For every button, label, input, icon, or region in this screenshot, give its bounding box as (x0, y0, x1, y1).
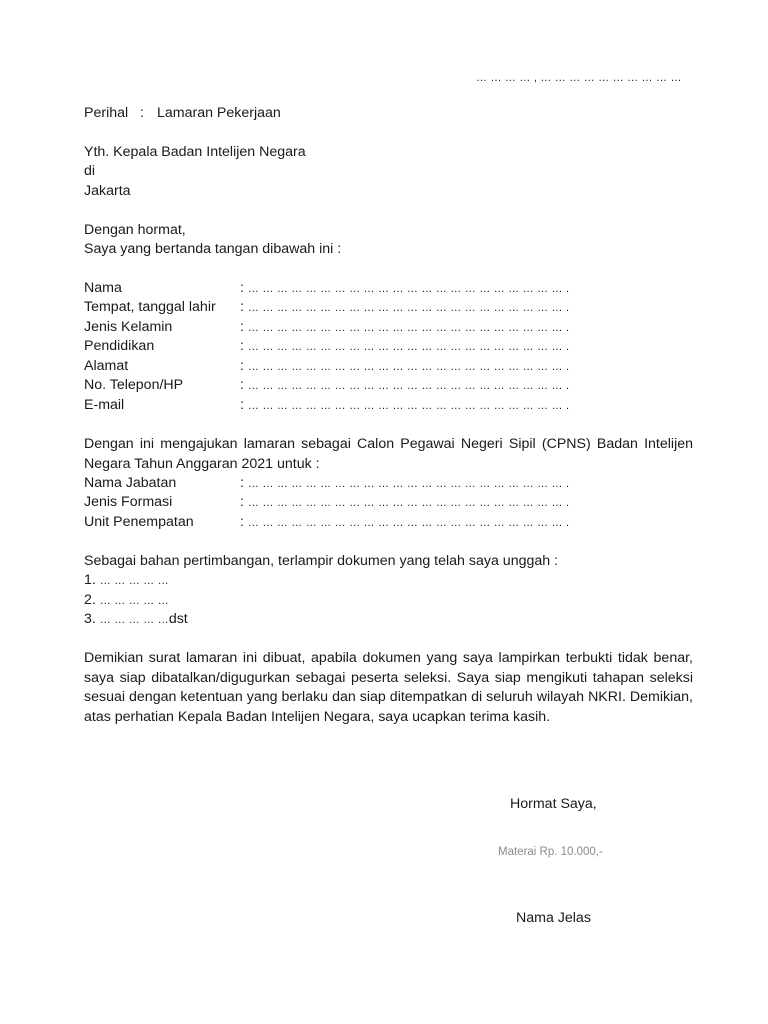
field-label: Unit Penempatan (84, 514, 194, 530)
field-value: : … … … … … … … … … … … … … … … … … … … … … … . (240, 475, 570, 491)
field-value: : … … … … … … … … … … … … … … … … … … … … … … . (240, 494, 570, 510)
list-item: 1. … … … … … (84, 572, 169, 588)
field-value: : … … … … … … … … … … … … … … … … … … … … … … . (240, 280, 570, 296)
field-value: : … … … … … … … … … … … … … … … … … … … … … … . (240, 299, 570, 315)
perihal-value: Lamaran Pekerjaan (157, 105, 281, 121)
signature-salutation: Hormat Saya, (510, 796, 597, 812)
application-paragraph: Dengan ini mengajukan lamaran sebagai Calon Pegawai Negeri Sipil (CPNS) Badan Intelijen Negara Tahun Anggaran 2021 untuk : (84, 436, 693, 472)
greeting: Dengan hormat, (84, 222, 186, 238)
field-label: Tempat, tanggal lahir (84, 299, 216, 315)
closing-paragraph: Demikian surat lamaran ini dibuat, apabila dokumen yang saya lampirkan terbukti tidak benar, saya siap dibatalkan/digugurkan sebagai peserta seleksi. Saya siap mengikuti tahapan seleksi sesuai dengan ketentuan yang berlaku dan siap ditempatkan di seluruh wilayah NKRI. Demikian, atas perhatian Kepala Badan Intelijen Negara, saya ucapkan terima kasih. (84, 650, 693, 725)
field-label: E-mail (84, 397, 125, 413)
list-item: 3. … … … … …dst (84, 611, 188, 627)
recipient-line-3: Jakarta (84, 183, 131, 199)
field-label: No. Telepon/HP (84, 377, 184, 393)
field-label: Nama (84, 280, 122, 296)
field-value: : … … … … … … … … … … … … … … … … … … … … … … . (240, 377, 570, 393)
perihal-label: Perihal (84, 105, 129, 121)
field-label: Pendidikan (84, 338, 155, 354)
materai-label: Materai Rp. 10.000,- (498, 846, 603, 858)
field-label: Nama Jabatan (84, 475, 177, 491)
intro-text: Saya yang bertanda tangan dibawah ini : (84, 241, 342, 257)
field-label: Jenis Formasi (84, 494, 173, 510)
field-label: Jenis Kelamin (84, 319, 173, 335)
field-label: Alamat (84, 358, 129, 374)
recipient-line-1: Yth. Kepala Badan Intelijen Negara (84, 144, 306, 160)
field-value: : … … … … … … … … … … … … … … … … … … … … … … . (240, 338, 570, 354)
field-value: : … … … … … … … … … … … … … … … … … … … … … … . (240, 397, 570, 413)
perihal-separator: : (140, 105, 144, 121)
date-line: … … … … , … … … … … … … … … … (476, 72, 682, 84)
field-value: : … … … … … … … … … … … … … … … … … … … … … … . (240, 319, 570, 335)
signature-name: Nama Jelas (516, 910, 591, 926)
recipient-line-2: di (84, 163, 96, 179)
field-value: : … … … … … … … … … … … … … … … … … … … … … … . (240, 514, 570, 530)
attachments-intro: Sebagai bahan pertimbangan, terlampir dokumen yang telah saya unggah : (84, 553, 559, 569)
list-item: 2. … … … … … (84, 592, 169, 608)
field-value: : … … … … … … … … … … … … … … … … … … … … … … . (240, 358, 570, 374)
